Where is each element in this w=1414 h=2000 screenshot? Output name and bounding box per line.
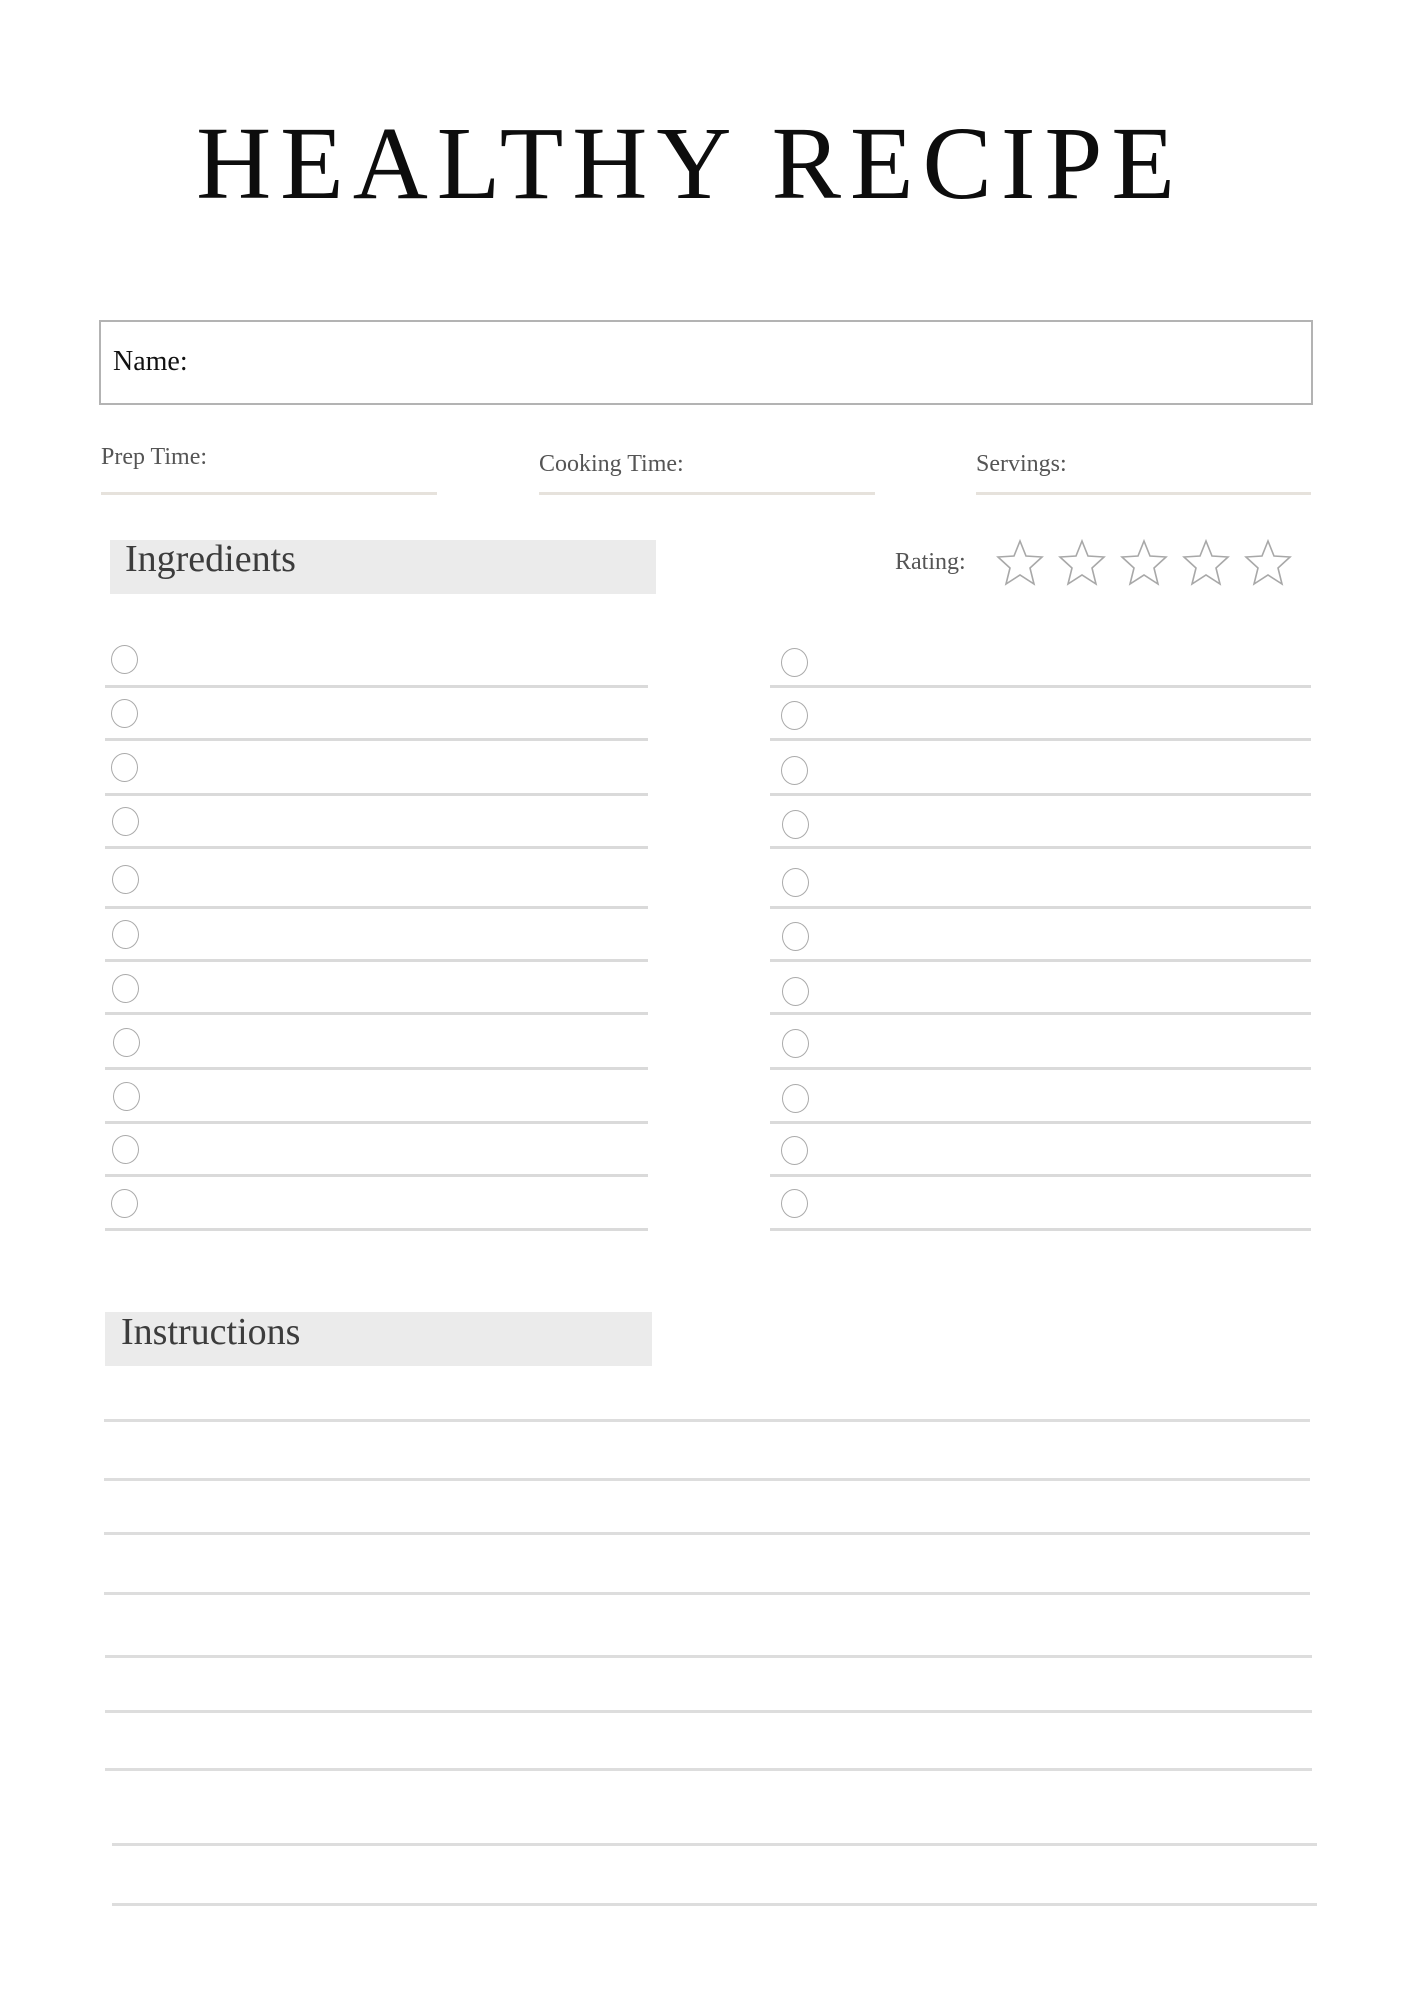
star-icon[interactable] [1057, 538, 1107, 588]
ingredients-header [110, 540, 656, 594]
ingredient-line[interactable] [105, 1228, 648, 1231]
servings-field[interactable] [976, 492, 1311, 495]
checkbox-circle-icon[interactable] [113, 1028, 140, 1057]
ingredient-line[interactable] [105, 738, 648, 741]
instruction-line[interactable] [112, 1903, 1317, 1906]
ingredient-line[interactable] [770, 1174, 1311, 1177]
instruction-line[interactable] [104, 1419, 1310, 1422]
checkbox-circle-icon[interactable] [113, 1082, 140, 1111]
checkbox-circle-icon[interactable] [112, 1135, 139, 1164]
ingredient-line[interactable] [770, 738, 1311, 741]
ingredient-line[interactable] [105, 685, 648, 688]
checkbox-circle-icon[interactable] [111, 1189, 138, 1218]
prep-time-field[interactable] [101, 492, 437, 495]
instruction-line[interactable] [105, 1655, 1312, 1658]
servings-label: Servings: [976, 451, 1067, 477]
checkbox-circle-icon[interactable] [782, 868, 809, 897]
prep-time-label: Prep Time: [101, 444, 208, 470]
instructions-heading: Instructions [121, 1311, 301, 1353]
ingredient-line[interactable] [770, 906, 1311, 909]
checkbox-circle-icon[interactable] [782, 810, 809, 839]
name-label: Name: [113, 346, 188, 377]
ingredient-line[interactable] [105, 959, 648, 962]
ingredient-line[interactable] [770, 685, 1311, 688]
ingredient-line[interactable] [105, 793, 648, 796]
ingredient-line[interactable] [770, 959, 1311, 962]
ingredient-line[interactable] [105, 1067, 648, 1070]
instruction-line[interactable] [104, 1478, 1310, 1481]
ingredients-heading: Ingredients [125, 538, 296, 580]
star-icon[interactable] [1243, 538, 1293, 588]
star-icon[interactable] [1119, 538, 1169, 588]
page-title: HEALTHY RECIPE [196, 106, 1184, 221]
checkbox-circle-icon[interactable] [781, 648, 808, 677]
checkbox-circle-icon[interactable] [782, 977, 809, 1006]
checkbox-circle-icon[interactable] [111, 645, 138, 674]
ingredient-line[interactable] [770, 1121, 1311, 1124]
rating-stars[interactable] [995, 538, 1293, 588]
checkbox-circle-icon[interactable] [781, 1136, 808, 1165]
ingredient-line[interactable] [770, 1012, 1311, 1015]
ingredient-line[interactable] [105, 906, 648, 909]
ingredient-line[interactable] [105, 1012, 648, 1015]
checkbox-circle-icon[interactable] [112, 865, 139, 894]
name-field[interactable] [99, 320, 1313, 405]
instruction-line[interactable] [105, 1768, 1312, 1771]
checkbox-circle-icon[interactable] [111, 753, 138, 782]
checkbox-circle-icon[interactable] [782, 1084, 809, 1113]
checkbox-circle-icon[interactable] [781, 1189, 808, 1218]
instruction-line[interactable] [112, 1843, 1317, 1846]
ingredient-line[interactable] [770, 1067, 1311, 1070]
checkbox-circle-icon[interactable] [781, 701, 808, 730]
ingredient-line[interactable] [105, 846, 648, 849]
rating-label: Rating: [895, 549, 966, 575]
ingredient-line[interactable] [770, 1228, 1311, 1231]
checkbox-circle-icon[interactable] [112, 974, 139, 1003]
star-icon[interactable] [995, 538, 1045, 588]
cooking-time-label: Cooking Time: [539, 451, 684, 477]
star-icon[interactable] [1181, 538, 1231, 588]
ingredient-line[interactable] [105, 1121, 648, 1124]
ingredient-line[interactable] [770, 846, 1311, 849]
checkbox-circle-icon[interactable] [112, 920, 139, 949]
checkbox-circle-icon[interactable] [782, 922, 809, 951]
checkbox-circle-icon[interactable] [111, 699, 138, 728]
instructions-header [105, 1312, 652, 1366]
instruction-line[interactable] [104, 1592, 1310, 1595]
ingredient-line[interactable] [770, 793, 1311, 796]
checkbox-circle-icon[interactable] [782, 1029, 809, 1058]
checkbox-circle-icon[interactable] [112, 807, 139, 836]
ingredient-line[interactable] [105, 1174, 648, 1177]
instruction-line[interactable] [104, 1532, 1310, 1535]
instruction-line[interactable] [105, 1710, 1312, 1713]
checkbox-circle-icon[interactable] [781, 756, 808, 785]
cooking-time-field[interactable] [539, 492, 875, 495]
